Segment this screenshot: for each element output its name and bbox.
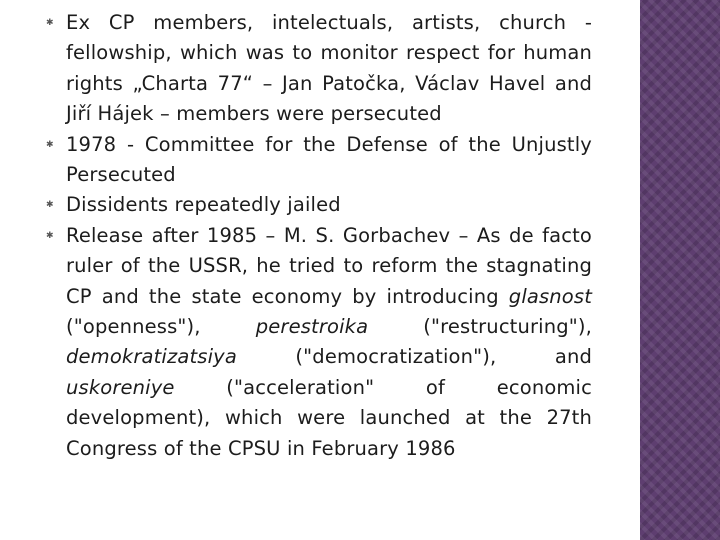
- star-bullet-icon: ✱: [46, 139, 54, 150]
- panel-divider: [630, 0, 640, 540]
- decorative-side-panel: [640, 0, 720, 540]
- star-bullet-icon: ✱: [46, 18, 54, 28]
- star-bullet-icon: ✱: [46, 230, 54, 241]
- bullet-item-gorbachev: [46, 221, 592, 464]
- text-segment: ("openness"),: [66, 315, 256, 339]
- bullet-text: Dissidents repeatedly jailed: [66, 193, 341, 217]
- text-segment: ("restructuring"),: [368, 315, 592, 339]
- bullet-item-committee: [46, 130, 592, 191]
- bullet-item-dissidents: [46, 190, 592, 220]
- star-bullet-icon: ✱: [46, 200, 54, 211]
- bullet-item-charta-77: [46, 8, 592, 130]
- term-perestroika: perestroika: [255, 315, 369, 339]
- bullet-text: Ex CP members, intelectuals, artists, church - fellowship, which was to monitor respect for human rights „Charta 77“ – Jan Patočka, Václav Havel and Jiří Hájek – members were persecuted: [66, 11, 592, 126]
- bullet-text: 1978 - Committee for the Defense of the Unjustly Persecuted: [66, 132, 592, 187]
- text-segment: ("acceleration" of economic development), which were launched at the 27th Congress of the CPSU in February 1986: [66, 375, 592, 460]
- slide-body: [46, 8, 592, 538]
- bullet-text: [66, 224, 592, 460]
- bullet-list: [46, 8, 592, 464]
- term-uskoreniye: uskoreniye: [66, 375, 175, 399]
- text-segment: Release after 1985 – M. S. Gorbachev – As de facto ruler of the USSR, he tried to reform the stagnating CP and the state economy by introducing: [66, 223, 592, 308]
- text-segment: ("democratization"), and: [236, 345, 592, 369]
- term-glasnost: glasnost: [508, 284, 592, 308]
- term-demokratizatsiya: demokratizatsiya: [66, 345, 237, 369]
